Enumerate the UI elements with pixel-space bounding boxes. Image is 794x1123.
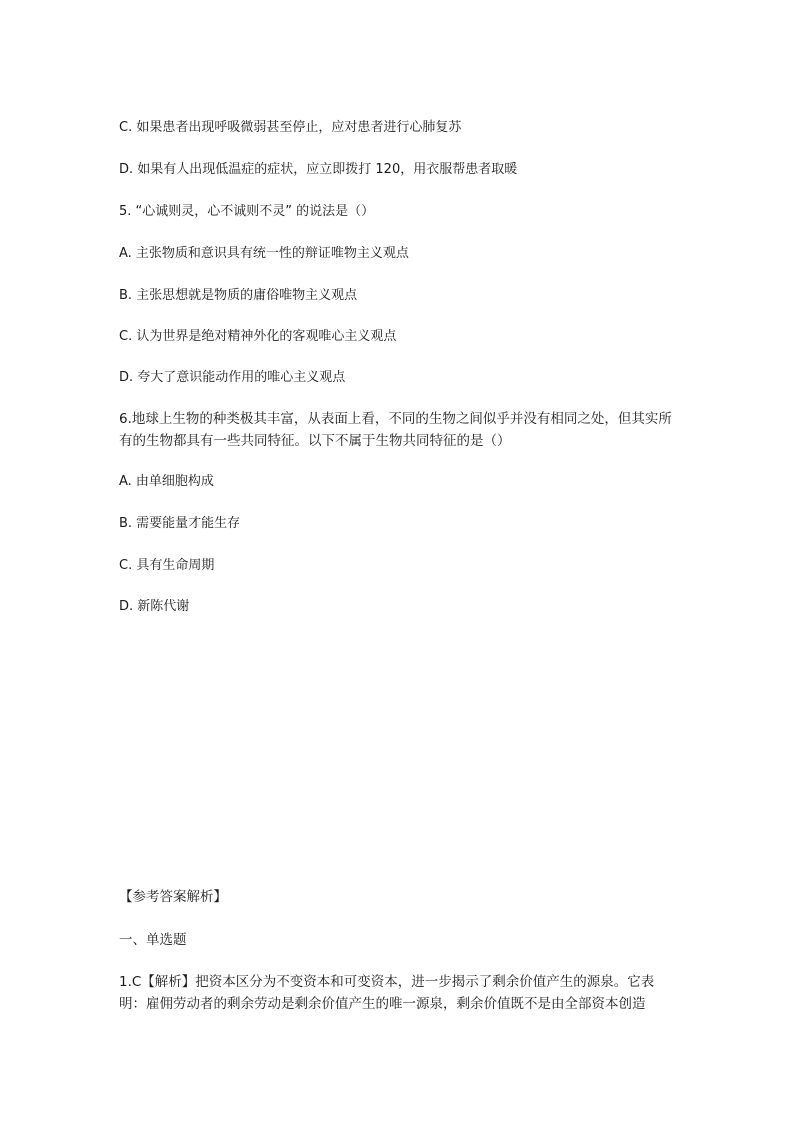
- q6-option-b: B. 需要能量才能生存: [119, 516, 241, 531]
- answer-1: 1.C【解析】把资本区分为不变资本和可变资本，进一步揭示了剩余价值产生的源泉。它表明：雇佣劳动者的剩余劳动是剩余价值产生的唯一源泉，剩余价值既不是由全部资本创造: [119, 974, 655, 1012]
- q5-option-a: A. 主张物质和意识具有统一性的辩证唯物主义观点: [119, 246, 409, 261]
- q5-option-c: C. 认为世界是绝对精神外化的客观唯心主义观点: [119, 329, 397, 344]
- q4-option-d: D. 如果有人出现低温症的症状，应立即拨打 120，用衣服帮患者取暖: [119, 162, 518, 177]
- q6-stem: 6.地球上生物的种类极其丰富，从表面上看，不同的生物之间似乎并没有相同之处，但其实所有的生物都具有一些共同特征。以下不属于生物共同特征的是（）: [119, 411, 672, 449]
- answers-subsection-title: 一、单选题: [119, 932, 187, 948]
- answers-section-title: 【参考答案解析】: [119, 889, 227, 905]
- q6-option-c: C. 具有生命周期: [119, 558, 215, 573]
- q5-option-b: B. 主张思想就是物质的庸俗唯物主义观点: [119, 288, 358, 303]
- q6-option-a: A. 由单细胞构成: [119, 474, 214, 489]
- q6-option-d: D. 新陈代谢: [119, 599, 190, 614]
- q5-option-d: D. 夸大了意识能动作用的唯心主义观点: [119, 370, 346, 385]
- q5-stem: 5. “心诚则灵，心不诚则不灵” 的说法是（）: [119, 204, 375, 219]
- q4-option-c: C. 如果患者出现呼吸微弱甚至停止，应对患者进行心肺复苏: [119, 120, 462, 135]
